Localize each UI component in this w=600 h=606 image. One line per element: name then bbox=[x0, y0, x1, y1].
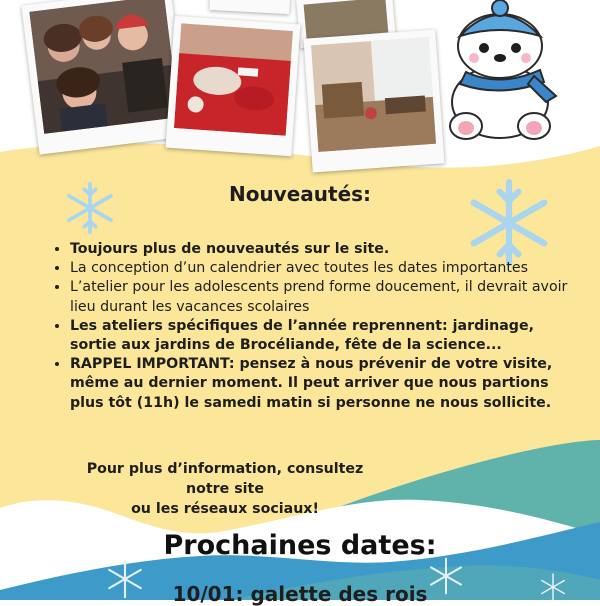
info-text bbox=[70, 459, 380, 519]
section-title: Nouveautés: bbox=[228, 182, 372, 206]
list-item: • La conception d’un calendrier avec toutes les dates importantes bbox=[70, 259, 580, 278]
list-item: • RAPPEL IMPORTANT: pensez à nous prévenir de votre visite, même au dernier moment. Il peut arriver que nous partions plus tôt (11h) le samedi matin si personne ne nous sollicite. bbox=[70, 355, 580, 413]
photo-icon bbox=[311, 37, 436, 152]
photo-group-women bbox=[21, 0, 188, 155]
info-line: ou les réseaux sociaux! bbox=[131, 501, 319, 517]
dates-title: Prochaines dates: bbox=[163, 530, 437, 561]
photo-icon bbox=[174, 23, 293, 136]
next-event: 10/01: galette des rois bbox=[172, 582, 428, 606]
polar-bear-icon bbox=[430, 0, 570, 148]
list-item: • Toujours plus de nouveautés sur le site. bbox=[70, 240, 580, 259]
photo-room bbox=[303, 30, 444, 173]
news-list bbox=[50, 240, 580, 413]
photo-icon bbox=[29, 0, 179, 134]
photo-craft-table bbox=[166, 16, 301, 156]
list-item: • L’atelier pour les adolescents prend forme doucement, il devrait avoir lieu durant les vacances scolaires bbox=[70, 278, 580, 316]
info-line: Pour plus d’information, consultez notre site bbox=[86, 461, 364, 497]
list-item: • Les ateliers spécifiques de l’année reprennent: jardinage, sortie aux jardins de Brocéliande, fête de la science... bbox=[70, 317, 580, 355]
